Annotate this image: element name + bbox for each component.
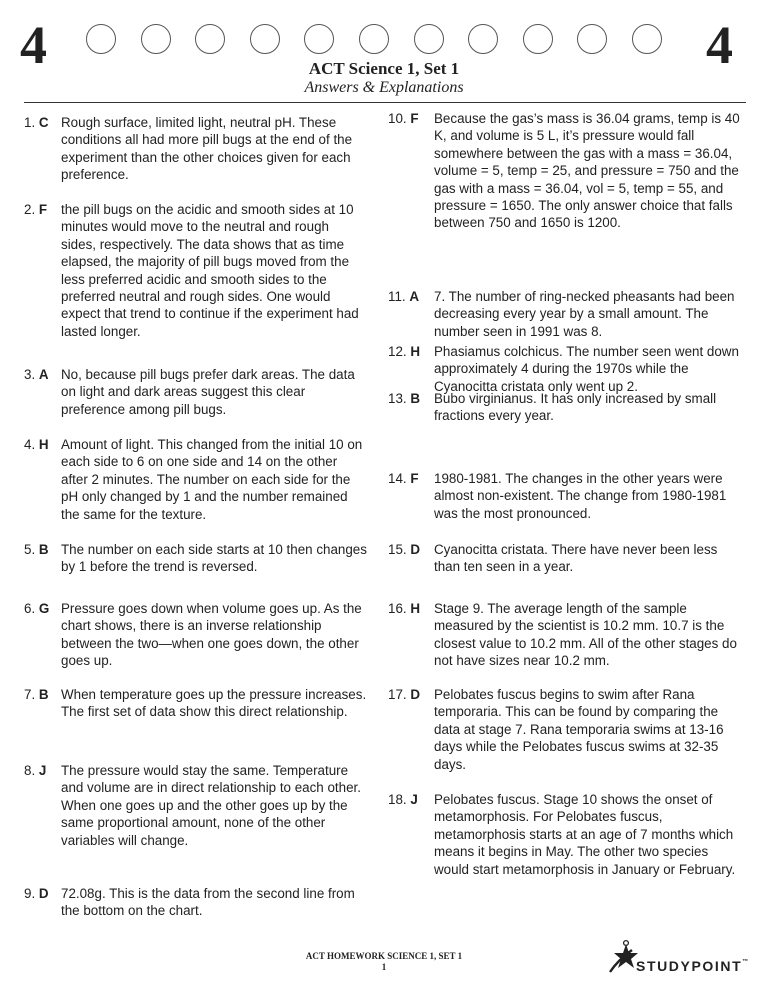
answer-bubble — [141, 24, 171, 54]
trademark-mark: ™ — [742, 959, 749, 965]
answer-letter: B — [410, 391, 421, 406]
answer-letter: J — [410, 792, 418, 807]
answer-letter: J — [38, 763, 47, 778]
answer-number: 15. — [388, 542, 407, 557]
page-number: 1 — [381, 962, 387, 972]
answer-number: 10. — [388, 111, 407, 126]
answer-number: 16. — [388, 601, 407, 616]
answer-number: 1. — [24, 115, 36, 130]
answer-bubble — [359, 24, 389, 54]
answer-explanation: The number on each side starts at 10 then changes by 1 before the trend is reversed. — [61, 542, 367, 575]
answer-explanation: Phasiamus colchicus. The number seen went down approximately 4 during the 1970s while the Cyanocitta cristata only went up 2. — [434, 344, 739, 394]
answer-letter: F — [38, 202, 48, 217]
section-number-left: 4 — [20, 15, 47, 75]
answer-letter: F — [410, 471, 419, 486]
answer-number: 4. — [24, 437, 36, 452]
answer-number: 17. — [388, 687, 407, 702]
answer-letter: B — [38, 687, 49, 702]
footer-course-label: ACT HOMEWORK SCIENCE 1, SET 1 — [305, 951, 463, 961]
studypoint-logo — [600, 938, 750, 978]
answer-explanation: Stage 9. The average length of the sample measured by the scientist is 10.2 mm. 10.7 is the closest value to 10.2 mm. All of the other stages do not have sizes near 10.2 mm. — [434, 601, 737, 669]
answer-explanation: 7. The number of ring-necked pheasants had been decreasing every year by a small amount. The number seen in 1991 was 8. — [434, 289, 735, 339]
answer-number: 13. — [388, 391, 407, 406]
answer-explanation: Rough surface, limited light, neutral pH. These conditions all had more pill bugs at the end of the experiment than the other choices given for each preference. — [61, 115, 353, 183]
answer-bubble — [468, 24, 498, 54]
answer-bubble — [304, 24, 334, 54]
answer-letter: D — [410, 687, 421, 702]
answer-letter: A — [409, 289, 420, 304]
answer-number: 6. — [24, 601, 36, 616]
answer-letter: H — [410, 601, 421, 616]
answer-explanation: 1980-1981. The changes in the other years were almost non-existent. The change from 1980-1981 was the most pronounced. — [434, 471, 727, 521]
answer-number: 9. — [24, 886, 36, 901]
answer-letter: C — [38, 115, 49, 130]
answer-letter: B — [38, 542, 49, 557]
answer-bubble — [523, 24, 553, 54]
answer-explanation: Bubo virginianus. It has only increased by small fractions every year. — [434, 391, 717, 424]
answer-number: 7. — [24, 687, 36, 702]
answer-number: 2. — [24, 202, 36, 217]
answer-bubble — [577, 24, 607, 54]
answer-bubble — [195, 24, 225, 54]
answer-letter: F — [410, 111, 419, 126]
answer-letter: H — [410, 344, 421, 359]
page-title: ACT Science 1, Set 1 — [308, 59, 460, 78]
section-number-right: 4 — [706, 15, 733, 75]
answer-letter: G — [38, 601, 50, 616]
answer-letter: A — [38, 367, 49, 382]
answer-letter: H — [38, 437, 49, 452]
answer-number: 18. — [388, 792, 407, 807]
answer-explanation: Cyanocitta cristata. There have never been less than ten seen in a year. — [434, 542, 718, 575]
answer-explanation: When temperature goes up the pressure increases. The first set of data show this direct relationship. — [61, 687, 367, 720]
answer-bubble — [250, 24, 280, 54]
answer-explanation: No, because pill bugs prefer dark areas. The data on light and dark areas suggest this clear preference among pill bugs. — [61, 367, 355, 417]
answer-explanation: Pelobates fuscus begins to swim after Rana temporaria. This can be found by comparing the data at stage 7. Rana temporaria swims at 13-16 days while the Pelobates fuscus swims at 32-35 days. — [434, 687, 724, 772]
answer-number: 8. — [24, 763, 36, 778]
answer-explanation: the pill bugs on the acidic and smooth sides at 10 minutes would move to the neutral and rough sides, respectively. The data shows that as time elapsed, the majority of pill bugs moved from the less preferred acidic and smooth sides to the preferred neutral and rough sides. One would expect that trend to continue if the experiment had lasted longer. — [61, 202, 359, 339]
answer-bubble — [86, 24, 116, 54]
answer-letter: D — [38, 886, 49, 901]
answer-explanation: Amount of light. This changed from the initial 10 on each side to 6 on one side and 14 on the other after 2 minutes. The number on each side for the pH only changed by 1 and the number remained the same for the texture. — [61, 437, 363, 522]
answer-explanation: Because the gas’s mass is 36.04 grams, temp is 40 K, and volume is 5 L, it’s pressure would fall somewhere between the gas with a mass = 36.04, volume = 5, temp = 25, and pressure = 750 and the gas with a mass = 36.04, vol = 5, temp = 55, and pressure = 1650. The only answer choice that falls between 750 and 1650 is 1200. — [434, 111, 740, 231]
answer-bubble — [414, 24, 444, 54]
answer-number: 12. — [388, 344, 407, 359]
answer-number: 14. — [388, 471, 407, 486]
answer-explanation: 72.08g. This is the data from the second line from the bottom on the chart. — [61, 886, 355, 919]
answer-number: 5. — [24, 542, 36, 557]
answer-number: 3. — [24, 367, 36, 382]
answer-explanation: Pressure goes down when volume goes up. As the chart shows, there is an inverse relationship between the two—when one goes down, the other goes up. — [61, 601, 362, 669]
answer-explanation: Pelobates fuscus. Stage 10 shows the onset of metamorphosis. For Pelobates fuscus, metamorphosis starts at an age of 7 months which means it begins in May. The other two species would start metamorphosis in January or February. — [434, 792, 736, 877]
answer-letter: D — [410, 542, 421, 557]
answer-bubble — [632, 24, 662, 54]
answer-explanation: The pressure would stay the same. Temperature and volume are in direct relationship to each other. When one goes up and the other goes up by the same proportional amount, none of the other variables will change. — [61, 763, 361, 848]
header-divider — [24, 102, 746, 103]
page-subtitle: Answers & Explanations — [304, 79, 464, 96]
logo-wordmark: STUDYPOINT — [636, 958, 743, 974]
answer-number: 11. — [388, 289, 406, 304]
